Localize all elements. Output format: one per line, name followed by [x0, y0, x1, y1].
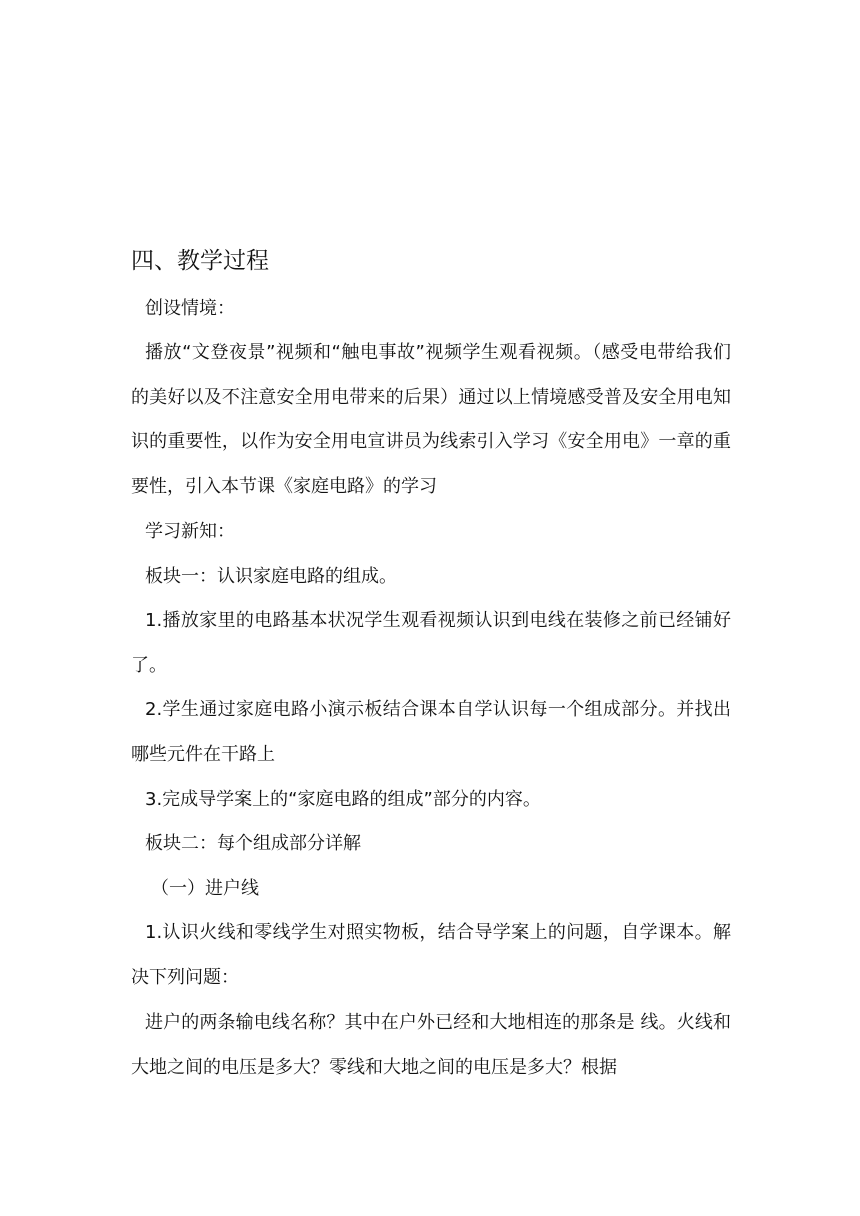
- paragraph-block-two-title: 板块二：每个组成部分详解: [145, 833, 361, 854]
- section-heading: 四、教学过程: [131, 248, 269, 274]
- paragraph-scenario-body: 播放“文登夜景”视频和“触电事故”视频学生观看视频。（感受电带给我们的美好以及不注意安全用电带来的后果）通过以上情境感受普及安全用电知识的重要性，以作为安全用电宣讲员为线索引入学习《安全用电》一章的重要性，引入本节课《家庭电路》的学习: [131, 342, 731, 497]
- paragraph-questions: 进户的两条输电线名称？其中在户外已经和大地相连的那条是 线。火线和大地之间的电压是多大？零线和大地之间的电压是多大？根据: [131, 1012, 731, 1078]
- paragraph-step-2: 2.学生通过家庭电路小演示板结合课本自学认识每一个组成部分。并找出哪些元件在干路上: [131, 699, 731, 765]
- paragraph-live-neutral: 1.认识火线和零线学生对照实物板，结合导学案上的问题，自学课本。解决下列问题：: [131, 922, 731, 988]
- paragraph-subsection-title: （一）进户线: [151, 878, 259, 899]
- paragraph-new-knowledge-label: 学习新知：: [145, 521, 235, 542]
- paragraph-step-1: 1.播放家里的电路基本状况学生观看视频认识到电线在装修之前已经铺好了。: [131, 610, 731, 676]
- paragraph-step-3: 3.完成导学案上的“家庭电路的组成”部分的内容。: [145, 789, 541, 810]
- paragraph-block-one-title: 板块一：认识家庭电路的组成。: [145, 566, 397, 587]
- paragraph-scenario-label: 创设情境：: [145, 298, 235, 319]
